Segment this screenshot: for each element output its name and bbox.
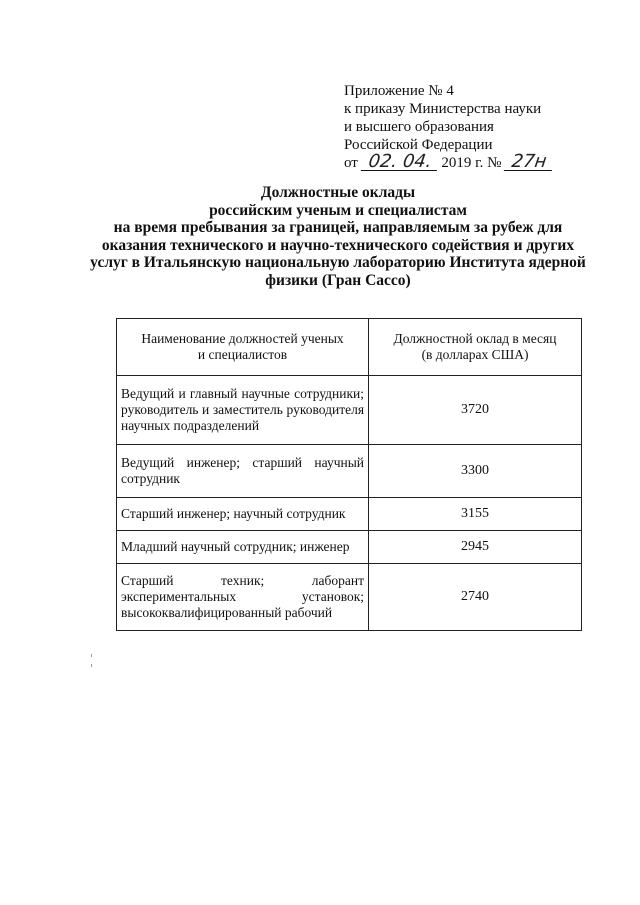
title-line-1: Должностные оклады (260, 184, 416, 201)
scan-mark (91, 654, 92, 657)
annex-number: Приложение № 4 (344, 83, 454, 99)
document-title (78, 184, 598, 289)
salary-cell: 3155 (369, 498, 582, 531)
annex-country: Российской Федерации (344, 137, 493, 153)
salary-cell: 2945 (369, 531, 582, 564)
annex-date-line (344, 151, 584, 172)
salary-cell: 2740 (369, 564, 582, 631)
annex-header (344, 82, 584, 172)
year-text: 2019 г. № (441, 155, 502, 171)
title-line-4: оказания технического и научно-технического содействия и других (101, 236, 575, 254)
table-row (117, 564, 582, 631)
table-row (117, 376, 582, 445)
table-header-row (117, 319, 582, 376)
title-line-5: услуг в Итальянскую национальную лабораторию Института ядерной (90, 254, 586, 271)
salary-cell: 3300 (369, 445, 582, 498)
table-row (117, 498, 582, 531)
position-cell: Ведущий и главный научные сотрудники; руководитель и заместитель руководителя научных подразделений (117, 376, 369, 445)
position-cell: Старший инженер; научный сотрудник (117, 498, 369, 531)
salary-table (116, 318, 582, 631)
title-line-3: на время пребывания за границей, направляемым за рубеж для (113, 219, 563, 236)
table-row (117, 445, 582, 498)
position-cell: Младший научный сотрудник; инженер (117, 531, 369, 564)
handwritten-order-number: 27н (504, 154, 554, 171)
date-prefix: от (344, 155, 358, 171)
annex-order-ref: к приказу Министерства науки (344, 101, 542, 117)
salary-cell: 3720 (369, 376, 582, 445)
position-cell: Старший техник; лаборант экспериментальных установок; высококвалифицированный рабочий (117, 564, 369, 631)
scan-mark (91, 664, 92, 667)
position-cell: Ведущий инженер; старший научный сотрудник (117, 445, 369, 498)
title-line-2: российским ученым и специалистам (209, 201, 467, 219)
salary-column-header: Должностной оклад в месяц (в долларах США) (369, 319, 582, 376)
annex-ministry: и высшего образования (344, 119, 494, 135)
position-column-header: Наименование должностей ученых и специалистов (117, 319, 369, 376)
handwritten-date: 02. 04. (360, 154, 438, 171)
title-line-6: физики (Гран Сассо) (265, 271, 411, 289)
table-row (117, 531, 582, 564)
